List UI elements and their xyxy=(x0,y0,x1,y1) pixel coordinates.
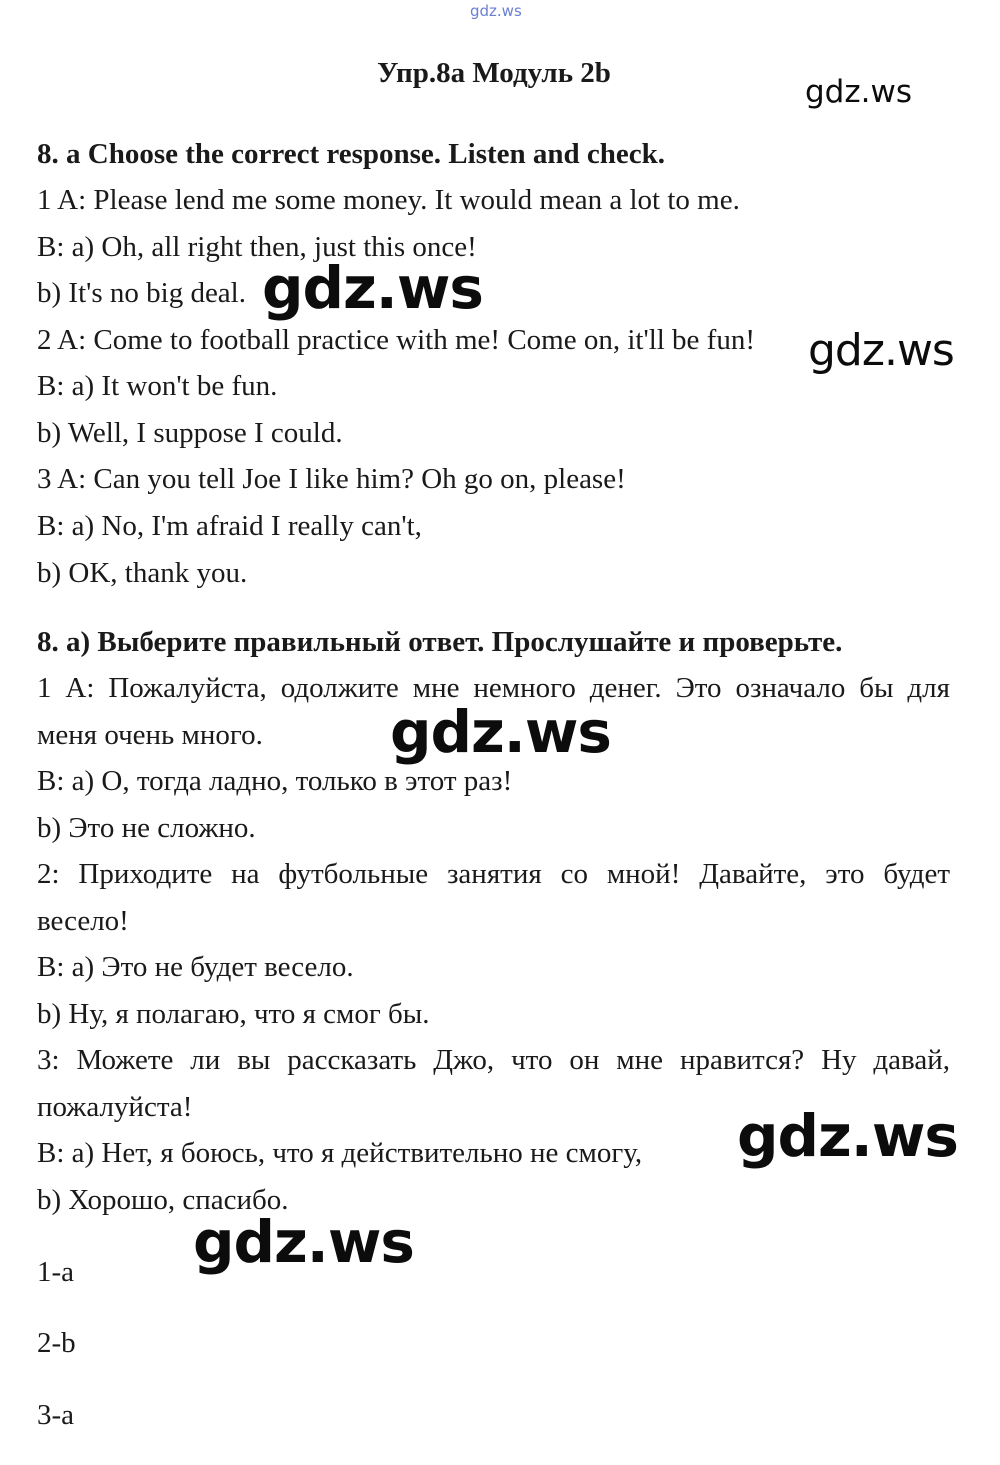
english-heading: 8. a Choose the correct response. Listen and check. xyxy=(37,138,666,170)
english-line: 1 A: Please lend me some money. It would mean a lot to me. xyxy=(37,184,740,216)
watermark-2: gdz.ws xyxy=(808,325,954,376)
russian-line: В: а) Это не будет весело. xyxy=(37,951,354,983)
answer-3: 3-a xyxy=(37,1399,75,1431)
watermark-corner: gdz.ws xyxy=(805,74,912,110)
english-line: B: a) No, I'm afraid I really can't, xyxy=(37,510,422,542)
russian-line: 1 А: Пожалуйста, одолжите мне немного денег. Это означало бы для xyxy=(37,672,950,704)
watermark-4: gdz.ws xyxy=(737,1102,958,1170)
russian-line: b) Это не сложно. xyxy=(37,812,256,844)
russian-line: В: а) Нет, я боюсь, что я действительно не смогу, xyxy=(37,1137,643,1169)
russian-line: весело! xyxy=(37,905,129,937)
watermark-1: gdz.ws xyxy=(262,254,483,322)
english-line: B: a) It won't be fun. xyxy=(37,370,278,402)
russian-line: b) Хорошо, спасибо. xyxy=(37,1184,289,1216)
watermark-top: gdz.ws xyxy=(470,2,522,20)
russian-line: b) Ну, я полагаю, что я смог бы. xyxy=(37,998,430,1030)
english-line: b) OK, thank you. xyxy=(37,557,248,589)
english-line: B: a) Oh, all right then, just this once! xyxy=(37,231,477,263)
russian-line: 2: Приходите на футбольные занятия со мной! Давайте, это будет xyxy=(37,858,950,890)
english-line: 2 A: Come to football practice with me! Come on, it'll be fun! xyxy=(37,324,755,356)
english-line: 3 A: Can you tell Joe I like him? Oh go on, please! xyxy=(37,463,626,495)
russian-line: меня очень много. xyxy=(37,719,263,751)
page-title: Упр.8а Модуль 2b xyxy=(377,57,611,89)
russian-line: пожалуйста! xyxy=(37,1091,193,1123)
answer-1: 1-a xyxy=(37,1256,75,1288)
answer-2: 2-b xyxy=(37,1327,76,1359)
russian-heading: 8. а) Выберите правильный ответ. Прослушайте и проверьте. xyxy=(37,626,843,658)
watermark-3: gdz.ws xyxy=(390,698,611,766)
russian-line: В: а) О, тогда ладно, только в этот раз! xyxy=(37,765,513,797)
english-line: b) It's no big deal. xyxy=(37,277,246,309)
english-line: b) Well, I suppose I could. xyxy=(37,417,343,449)
watermark-5: gdz.ws xyxy=(193,1208,414,1276)
russian-line: 3: Можете ли вы рассказать Джо, что он мне нравится? Ну давай, xyxy=(37,1044,950,1076)
